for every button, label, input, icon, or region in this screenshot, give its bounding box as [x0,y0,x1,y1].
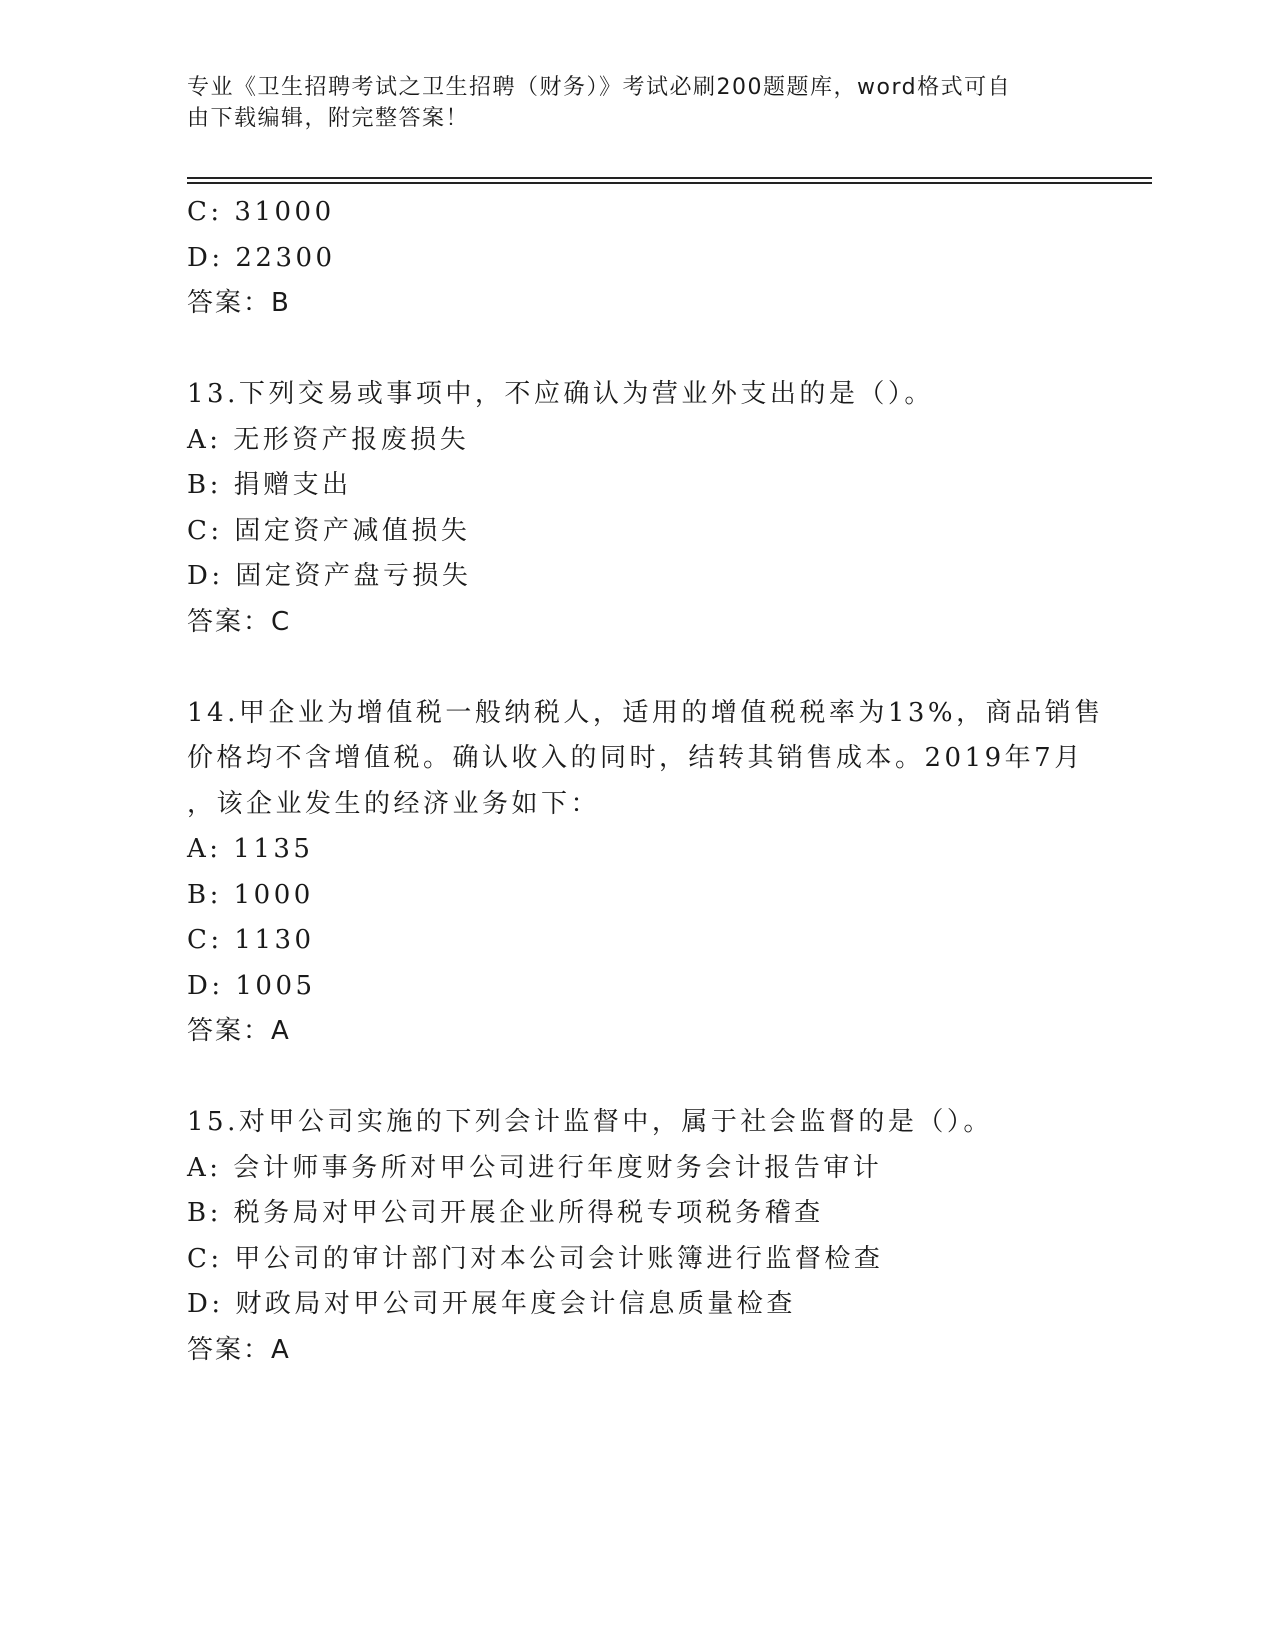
option-c: C: 31000 [187,197,335,227]
question-list [187,190,1147,1373]
answer-line: 答案：C [187,606,292,637]
spacer [187,327,1147,373]
header-divider-bottom [187,182,1152,184]
question-stem-line-1: 14.甲企业为增值税一般纳税人，适用的增值税税率为13%，商品销售 [187,697,1104,728]
question-stem-line-2: 价格均不含增值税。确认收入的同时，结转其销售成本。2019年7月 [187,743,1084,773]
question-stem: 15.对甲公司实施的下列会计监督中，属于社会监督的是（）。 [187,1107,993,1137]
option-d: D: 22300 [187,242,336,273]
answer-line: 答案：A [187,1016,291,1046]
option-d: D: 1005 [187,970,316,1001]
option-c: C: 1130 [187,925,315,955]
option-a: A: 无形资产报废损失 [187,424,470,455]
option-b: B: 捐赠支出 [187,470,352,500]
spacer [187,1055,1147,1101]
header-line-2: 由下载编辑，附完整答案！ [187,106,470,131]
answer-line: 答案：A [187,1334,291,1365]
question-item-14 [187,691,1147,1055]
spacer [187,645,1147,691]
header-line-1: 专业《卫生招聘考试之卫生招聘（财务）》考试必刷200题题库，word格式可自 [187,75,1012,100]
option-a: A: 1135 [187,834,314,864]
option-c: C: 固定资产减值损失 [187,515,471,546]
question-item-15 [187,1100,1147,1373]
question-stem-line-3: ，该企业发生的经济业务如下： [187,788,601,819]
option-a: A: 会计师事务所对甲公司进行年度财务会计报告审计 [187,1152,883,1183]
question-stem: 13.下列交易或事项中，不应确认为营业外支出的是（）。 [187,379,934,409]
option-b: B: 1000 [187,879,314,910]
option-b: B: 税务局对甲公司开展企业所得税专项税务稽查 [187,1198,824,1228]
option-c: C: 甲公司的审计部门对本公司会计账簿进行监督检查 [187,1243,884,1274]
question-item-12 [187,190,1147,327]
option-d: D: 固定资产盘亏损失 [187,561,472,591]
answer-line: 答案：B [187,288,291,318]
document-header [187,72,1077,134]
option-d: D: 财政局对甲公司开展年度会计信息质量检查 [187,1289,796,1319]
header-divider-top [187,177,1152,179]
question-item-13 [187,372,1147,645]
